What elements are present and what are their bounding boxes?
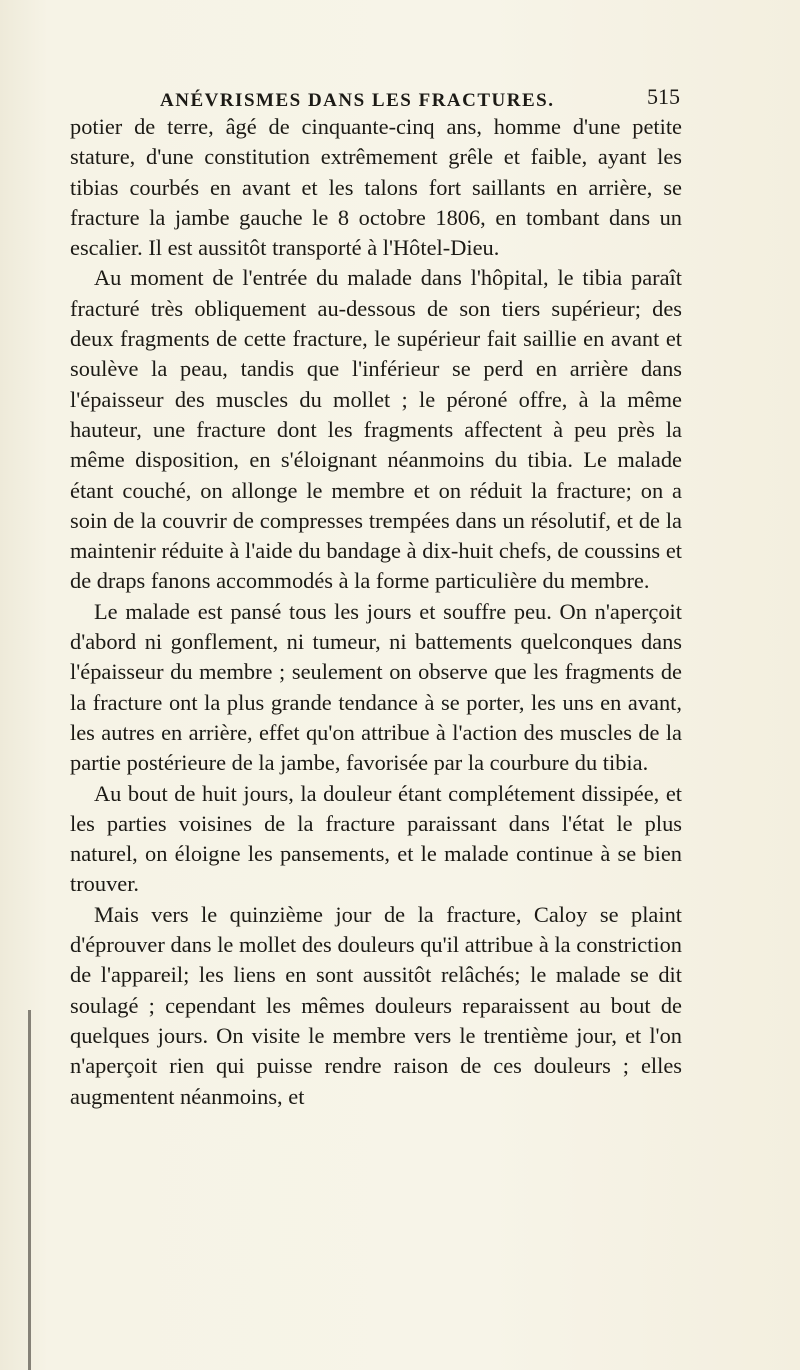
page-number: 515 bbox=[647, 84, 680, 109]
paragraph: potier de terre, âgé de cinquante-cinq ans, homme d'une petite stature, d'une constitution extrêmement grêle et faible, ayant les tibias courbés en avant et les talons fort saillants en arrière, se fracture la jambe gauche le 8 octobre 1806, en tombant dans un escalier. Il est aussitôt transporté à l'Hôtel-Dieu. bbox=[70, 114, 682, 261]
paragraph: Au moment de l'entrée du malade dans l'hôpital, le tibia paraît fracturé très obliquement au-dessous de son tiers supérieur; des deux fragments de cette fracture, le supérieur fait saillie en avant et soulève la peau, tandis que l'inférieur se perd en arrière dans l'épaisseur des muscles du mollet ; le péroné offre, à la même hauteur, une fracture dont les fragments affectent à peu près la même disposition, en s'éloignant néanmoins du tibia. Le malade étant couché, on allonge le membre et on réduit la fracture; on a soin de la couvrir de compresses trempées dans un résolutif, et de la maintenir réduite à l'aide du bandage à dix-huit chefs, de coussins et de draps fanons accommodés à la forme particulière du membre. bbox=[70, 265, 682, 594]
paragraph: Mais vers le quinzième jour de la fracture, Caloy se plaint d'éprouver dans le mollet des douleurs qu'il attribue à la constriction de l'appareil; les liens en sont aussitôt relâchés; le malade se dit soulagé ; cependant les mêmes douleurs reparaissent au bout de quelques jours. On visite le membre vers le trentième jour, et l'on n'aperçoit rien qui puisse rendre raison de ces douleurs ; elles augmentent néanmoins, et bbox=[70, 901, 682, 1109]
body-text bbox=[70, 112, 682, 1112]
paragraph: Au bout de huit jours, la douleur étant complétement dissipée, et les parties voisines de la fracture paraissant dans l'état le plus naturel, on éloigne les pansements, et le malade continue à se bien trouver. bbox=[70, 780, 682, 897]
page-header bbox=[160, 84, 680, 114]
paragraph: Le malade est pansé tous les jours et souffre peu. On n'aperçoit d'abord ni gonflement, ni tumeur, ni battements quelconques dans l'épaisseur du membre ; seulement on observe que les fragments de la fracture ont la plus grande tendance à se porter, les uns en avant, les autres en arrière, effet qu'on attribue à l'action des muscles de la partie postérieure de la jambe, favorisée par la courbure du tibia. bbox=[70, 598, 682, 776]
binding-edge-line bbox=[28, 1010, 31, 1370]
running-title: ANÉVRISMES DANS LES FRACTURES. bbox=[160, 90, 555, 111]
